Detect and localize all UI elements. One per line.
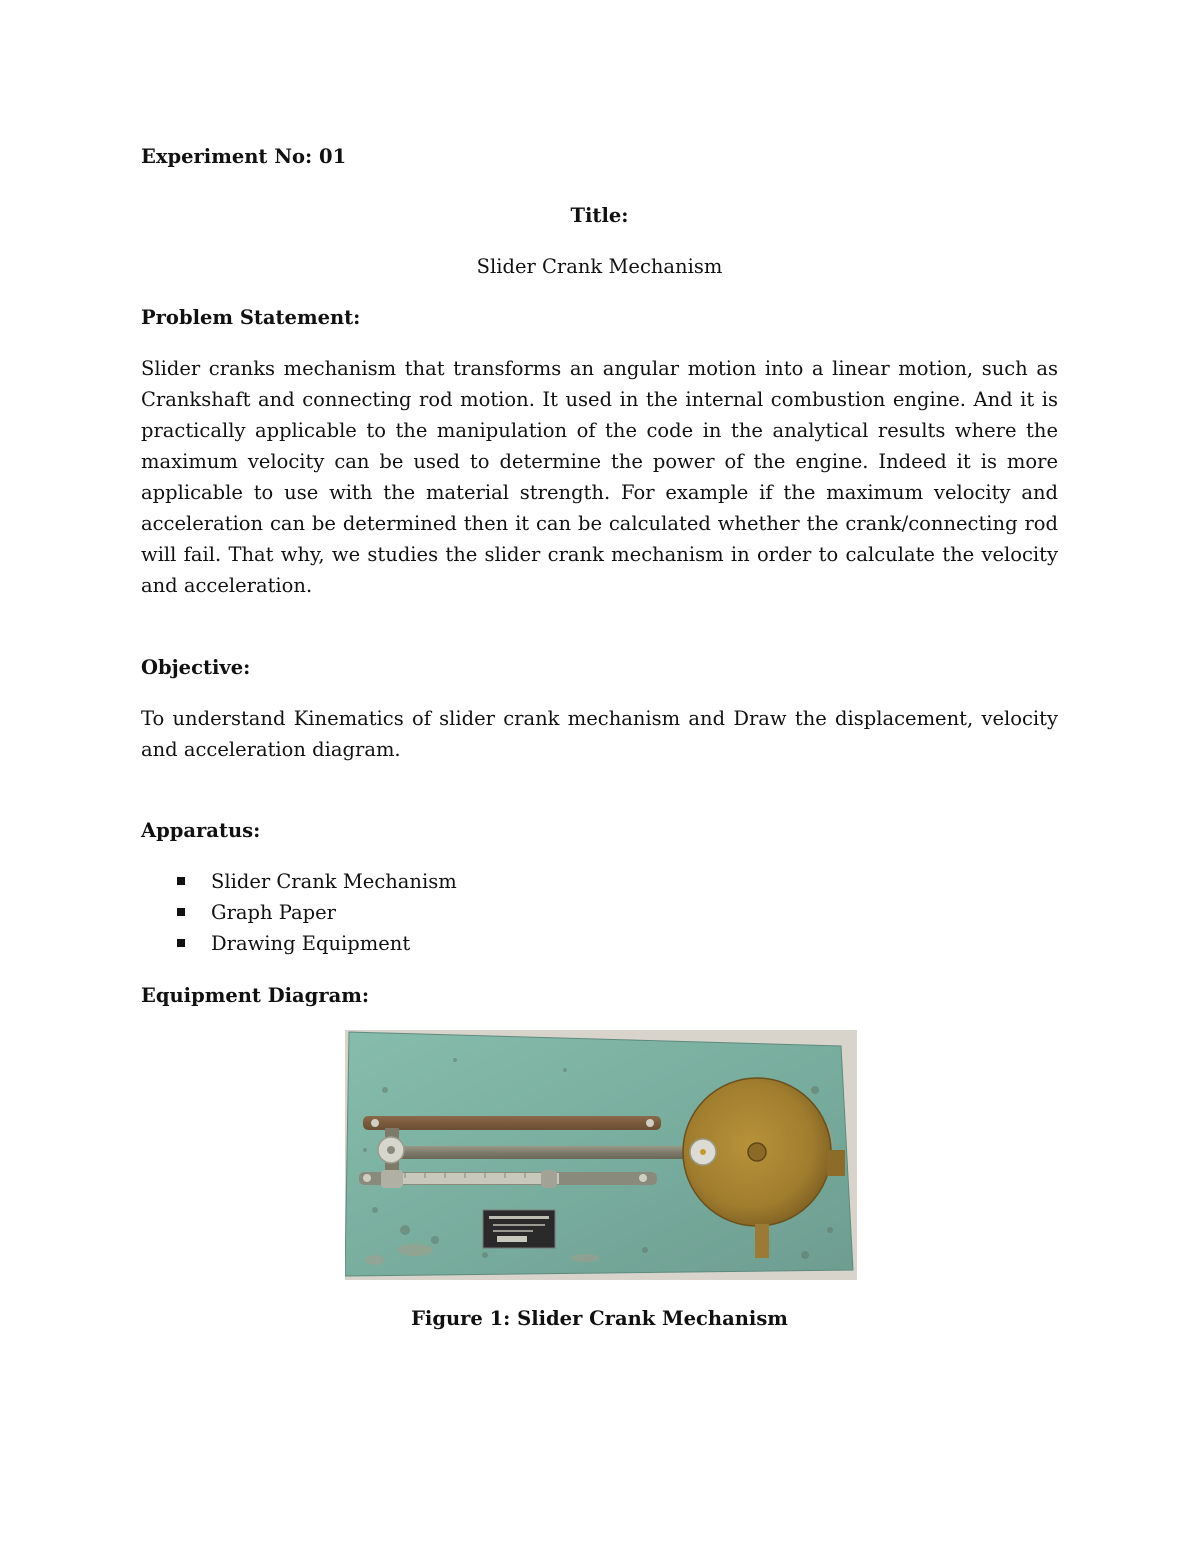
equipment-photo (345, 1030, 857, 1280)
list-item (141, 866, 1058, 897)
apparatus-heading: Apparatus: (141, 819, 261, 842)
title-heading: Title: (570, 204, 629, 227)
apparatus-item-label: Slider Crank Mechanism (211, 870, 457, 893)
list-item (141, 897, 1058, 928)
equipment-diagram-heading: Equipment Diagram: (141, 984, 370, 1007)
experiment-number: Experiment No: 01 (141, 145, 347, 168)
problem-statement-heading: Problem Statement: (141, 306, 361, 329)
objective-heading: Objective: (141, 656, 251, 679)
objective-text: To understand Kinematics of slider crank mechanism and Draw the displacement, velocity and acceleration diagram. (141, 707, 1058, 761)
square-bullet-icon (177, 939, 185, 947)
title-text: Slider Crank Mechanism (476, 255, 723, 278)
problem-statement-text: Slider cranks mechanism that transforms an angular motion into a linear motion, such as Crankshaft and connecting rod motion. It used in the internal combustion engine. And it is practically applicable to the manipulation of the code in the analytical results where the maximum velocity can be used to determine the power of the engine. Indeed it is more applicable to use with the material strength. For example if the maximum velocity and acceleration can be determined then it can be calculated whether the crank/connecting rod will fail. That why, we studies the slider crank mechanism in order to calculate the velocity and acceleration. (141, 357, 1058, 597)
apparatus-item-label: Drawing Equipment (211, 932, 411, 955)
list-item (141, 928, 1058, 959)
apparatus-item-label: Graph Paper (211, 901, 336, 924)
figure-caption: Figure 1: Slider Crank Mechanism (411, 1307, 788, 1330)
apparatus-list (141, 866, 1058, 959)
square-bullet-icon (177, 877, 185, 885)
square-bullet-icon (177, 908, 185, 916)
